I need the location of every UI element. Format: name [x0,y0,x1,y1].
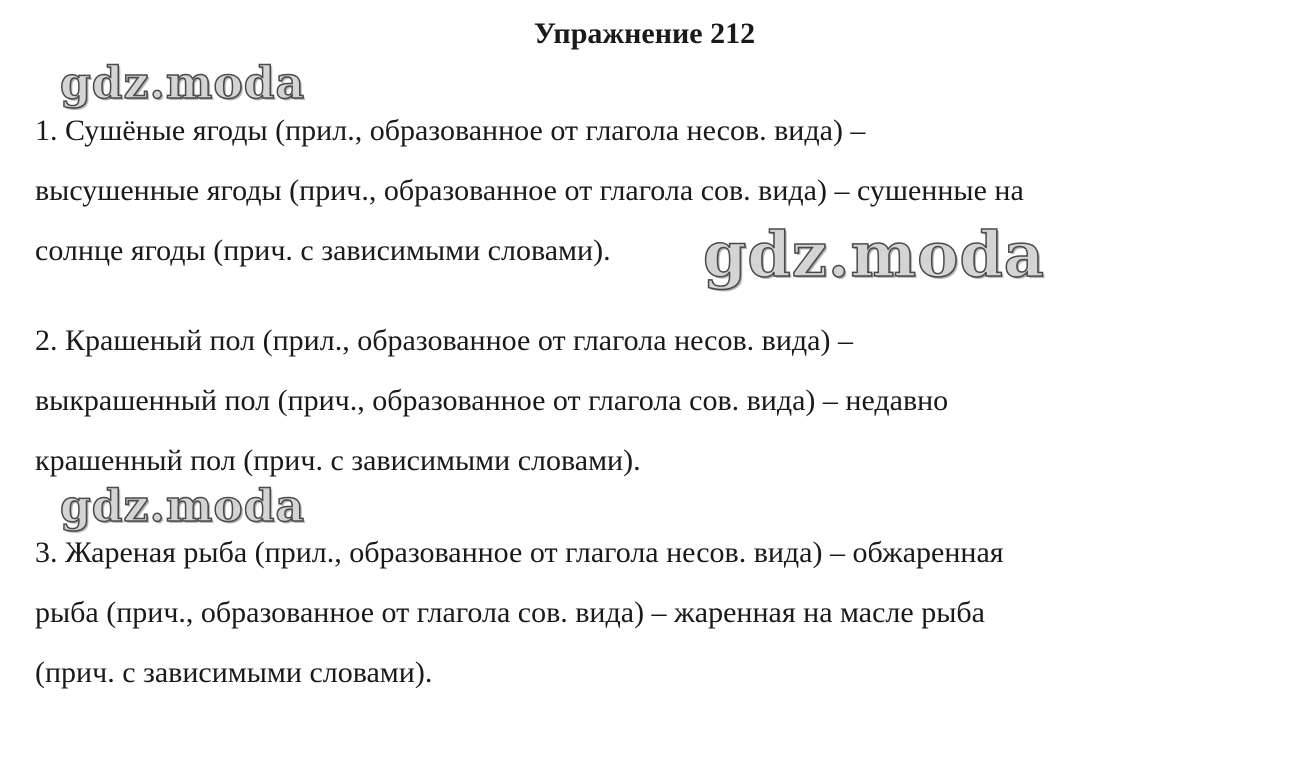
answer-paragraph-2 [35,311,1265,491]
answer-paragraph-3 [35,523,1265,703]
paragraph-line: (прич. с зависимыми словами). [35,656,433,689]
paragraph-line: высушенные ягоды (прич., образованное от глагола сов. вида) – сушенные на [35,174,1024,207]
paragraph-line: 2. Крашеный пол (прил., образованное от глагола несов. вида) – [35,324,853,357]
paragraph-line: рыба (прич., образованное от глагола сов. вида) – жаренная на масле рыба [35,596,985,629]
page-title: Упражнение 212 [533,17,756,50]
watermark: gdz.moda [60,481,306,532]
paragraph-line: выкрашенный пол (прич., образованное от глагола сов. вида) – недавно [35,384,949,417]
watermark: gdz.moda [703,218,1045,291]
paragraph-line: 1. Сушёные ягоды (прил., образованное от глагола несов. вида) – [35,114,866,147]
paragraph-line: солнце ягоды (прич. с зависимыми словами). [35,234,611,267]
answer-paragraph-1 [35,101,1265,281]
paragraph-line: 3. Жареная рыба (прил., образованное от глагола несов. вида) – обжаренная [35,536,1004,569]
watermark: gdz.moda [60,58,306,109]
paragraph-line: крашенный пол (прич. с зависимыми словами). [35,444,641,477]
